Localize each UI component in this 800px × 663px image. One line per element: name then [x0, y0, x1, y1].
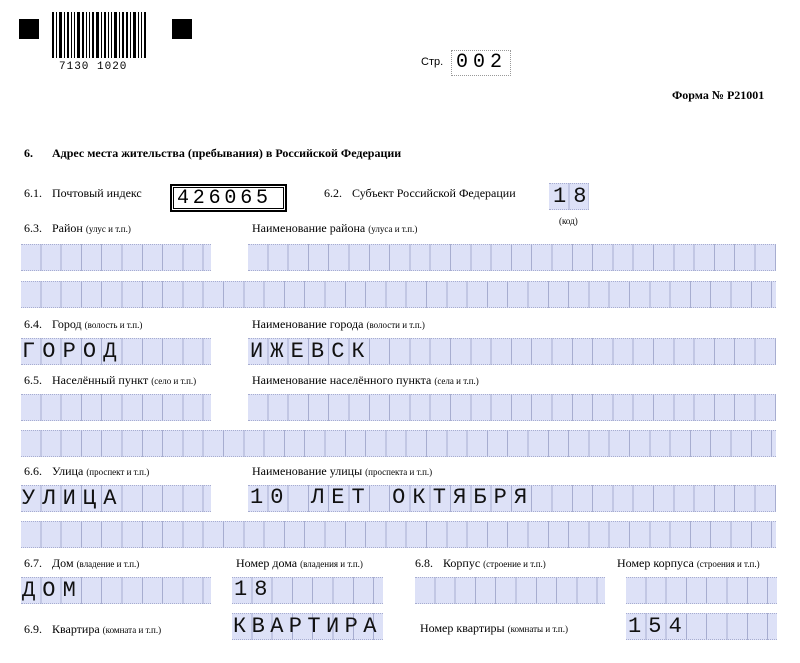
district-name-field-cont[interactable] [21, 281, 776, 308]
section-number: 6. [24, 146, 33, 160]
barcode-number: 7130 1020 [59, 61, 128, 73]
city-label: Город (волость и т.п.) [52, 317, 143, 331]
postal-index-field[interactable] [170, 184, 287, 212]
building-number-field[interactable] [626, 577, 777, 604]
form-title: Форма № Р21001 [672, 88, 765, 102]
city-label-num: 6.4. [24, 317, 42, 331]
section-title: Адрес места жительства (пребывания) в Российской Федерации [52, 146, 402, 160]
house-label-num: 6.7. [24, 556, 42, 570]
district-label: Район (улус и т.п.) [52, 221, 131, 235]
region-code-value: 18 [553, 184, 594, 209]
settlement-name-field[interactable] [248, 394, 776, 421]
settlement-label-num: 6.5. [24, 373, 42, 387]
house-number-value: 18 [234, 577, 275, 602]
city-name-label: Наименование города (волости и т.п.) [252, 317, 425, 331]
building-number-label: Номер корпуса (строения и т.п.) [617, 556, 760, 570]
building-type-field[interactable] [415, 577, 605, 604]
city-type-value: ГОРОД [22, 339, 124, 364]
region-label-num: 6.2. [324, 186, 342, 200]
house-label: Дом (владение и т.п.) [52, 556, 140, 570]
street-type-value: УЛИЦА [22, 486, 124, 511]
apartment-label-num: 6.9. [24, 622, 42, 636]
building-label: Корпус (строение и т.п.) [443, 556, 546, 570]
street-name-value: 10 ЛЕТ ОКТЯБРЯ [250, 485, 535, 510]
barcode [52, 12, 156, 60]
apartment-type-value: КВАРТИРА [233, 614, 382, 639]
region-label: Субъект Российской Федерации [352, 186, 516, 200]
page-label: Стр. [421, 56, 444, 68]
page-number-field[interactable]: 002 [451, 50, 511, 76]
postal-label-num: 6.1. [24, 186, 42, 200]
apartment-label: Квартира (комната и т.п.) [52, 622, 162, 636]
postal-index-value: 426065 [173, 187, 284, 209]
street-label: Улица (проспект и т.п.) [52, 464, 150, 478]
postal-label: Почтовый индекс [52, 186, 142, 200]
district-type-field[interactable] [21, 244, 211, 271]
house-type-value: ДОМ [22, 578, 83, 603]
city-name-value: ИЖЕВСК [250, 339, 372, 364]
settlement-type-field[interactable] [21, 394, 211, 421]
corner-marker-left [19, 19, 39, 39]
corner-marker-right [172, 19, 192, 39]
street-label-num: 6.6. [24, 464, 42, 478]
street-name-label: Наименование улицы (проспекта и т.п.) [252, 464, 433, 478]
settlement-label: Населённый пункт (село и т.п.) [52, 373, 197, 387]
building-label-num: 6.8. [415, 556, 433, 570]
settlement-name-label: Наименование населённого пункта (села и т.п.) [252, 373, 479, 387]
district-name-field[interactable] [248, 244, 776, 271]
district-name-label: Наименование района (улуса и т.п.) [252, 221, 418, 235]
settlement-name-field-cont[interactable] [21, 430, 776, 457]
district-label-num: 6.3. [24, 221, 42, 235]
street-name-field-cont[interactable] [21, 521, 776, 548]
region-code-label: (код) [559, 216, 578, 226]
apartment-number-label: Номер квартиры (комнаты и т.п.) [420, 621, 568, 635]
apartment-number-value: 154 [628, 614, 689, 639]
house-number-label: Номер дома (владения и т.п.) [236, 556, 363, 570]
